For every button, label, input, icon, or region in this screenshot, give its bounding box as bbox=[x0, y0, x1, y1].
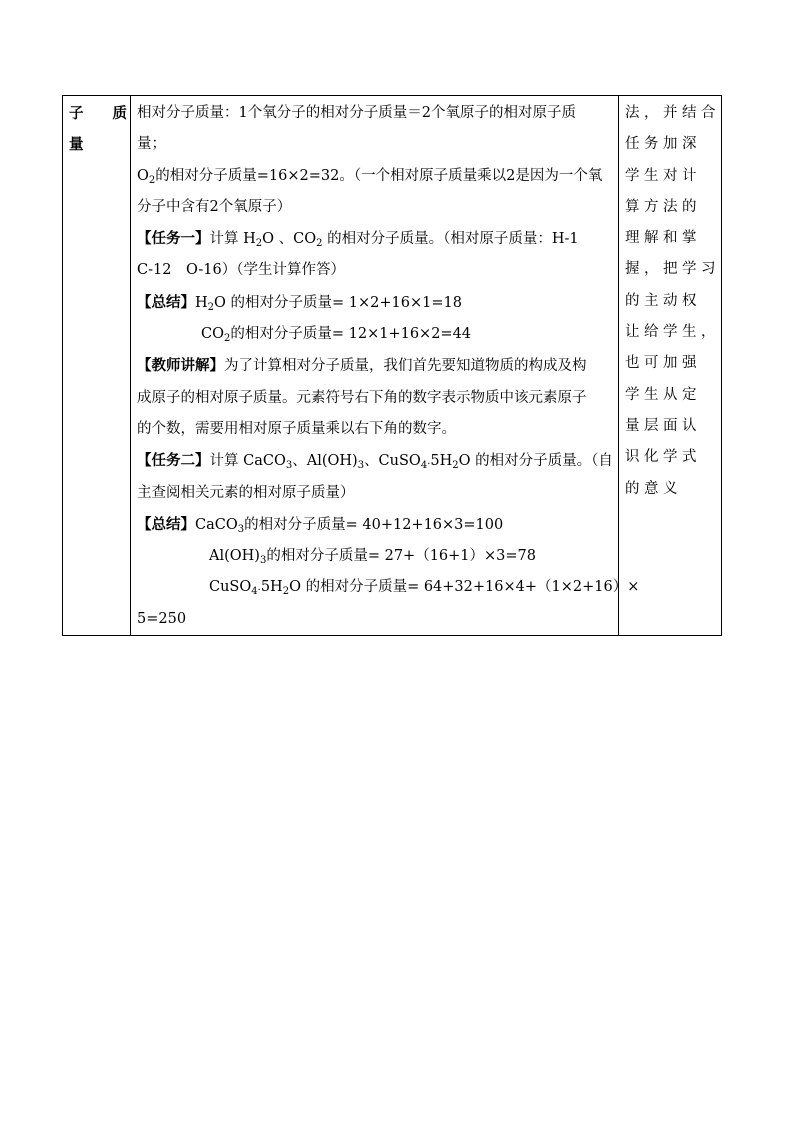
topic-label-line-2: 量 bbox=[69, 136, 84, 154]
text-run: 的相对分子质量。（相对原子质量：H-1 bbox=[322, 231, 579, 248]
content-line bbox=[137, 445, 614, 477]
design-intent-line: 学生对计 bbox=[625, 167, 701, 184]
subscript: 2 bbox=[207, 301, 215, 313]
section-heading: 【任务一】 bbox=[137, 230, 210, 248]
text-run: O 的相对分子质量= 1×2+16×1=18 bbox=[214, 294, 462, 311]
design-intent-line: 也可加强 bbox=[625, 355, 701, 372]
table-row bbox=[63, 96, 722, 636]
topic-cell bbox=[63, 96, 140, 636]
text-run: CaCO bbox=[195, 516, 238, 533]
design-intent-line: 识化学式 bbox=[625, 449, 701, 466]
text-run: CO bbox=[201, 326, 224, 343]
topic-label-line-1: 子 质 bbox=[69, 105, 140, 122]
content-line bbox=[137, 383, 614, 414]
subscript: 3 bbox=[285, 460, 293, 472]
content-line bbox=[137, 572, 640, 603]
subscript: 2 bbox=[452, 460, 459, 472]
design-intent-cell bbox=[619, 96, 722, 636]
text-run: 计算 CaCO bbox=[209, 453, 286, 470]
hydrate-dot: · bbox=[427, 459, 431, 471]
text-run: 量； bbox=[137, 136, 166, 153]
content-line bbox=[137, 287, 614, 319]
content-line bbox=[137, 98, 614, 129]
subscript: 3 bbox=[259, 555, 267, 567]
subscript: 2 bbox=[148, 174, 156, 186]
text-run: 的相对分子质量= 27+（16+1）×3=78 bbox=[266, 548, 537, 565]
text-run: CuSO bbox=[209, 579, 252, 596]
design-intent-line: 的主动权 bbox=[625, 292, 701, 309]
text-run: 为了计算相对分子质量，我们首先要知道物质的构成及构 bbox=[224, 358, 587, 375]
text-run: 相对分子质量：1个氧分子的相对分子质量＝2个氧原子的相对原子质 bbox=[137, 105, 576, 121]
subscript: 3 bbox=[357, 460, 365, 472]
design-intent-line: 算方法的 bbox=[625, 198, 701, 215]
content-line bbox=[137, 319, 614, 350]
text-run: O 的相对分子质量= 64+32+16×4+（1×2+16）× bbox=[289, 579, 640, 596]
text-run: O 、CO bbox=[262, 231, 317, 248]
section-heading: 【总结】 bbox=[137, 515, 195, 533]
subscript: 2 bbox=[282, 586, 290, 598]
text-run: 的相对分子质量=16×2=32。（一个相对原子质量乘以2是因为一个氧 bbox=[155, 167, 603, 184]
design-intent-line: 学生从定 bbox=[625, 386, 701, 403]
design-intent-line: 的意义 bbox=[625, 480, 682, 497]
text-run: 5H bbox=[430, 453, 453, 470]
section-heading: 【教师讲解】 bbox=[137, 357, 224, 375]
subscript: 2 bbox=[223, 333, 231, 345]
design-intent-line: 理解和掌 bbox=[625, 230, 701, 247]
design-intent-line: 法，并结合 bbox=[625, 105, 720, 121]
subscript: 3 bbox=[237, 523, 245, 535]
text-run: 5=250 bbox=[137, 610, 187, 627]
content-line bbox=[137, 192, 614, 223]
text-run: Al(OH) bbox=[209, 548, 260, 565]
subscript: 4 bbox=[420, 460, 428, 472]
design-intent-line: 量层面认 bbox=[625, 417, 701, 434]
content-line bbox=[137, 478, 614, 509]
content-line bbox=[137, 350, 614, 382]
design-intent-line: 让给学生， bbox=[625, 324, 720, 341]
text-run: 计算 H bbox=[209, 231, 256, 248]
design-intent-line: 任务加深 bbox=[625, 136, 701, 153]
section-heading: 【总结】 bbox=[137, 293, 195, 311]
text-run: 的个数，需要用相对原子质量乘以右下角的数字。 bbox=[137, 420, 456, 437]
text-run: 、Al(OH) bbox=[292, 453, 358, 470]
text-run: 的相对分子质量= 12×1+16×2=44 bbox=[230, 326, 472, 343]
text-run: C-12 O-16）（学生计算作答） bbox=[137, 262, 345, 279]
content-line bbox=[137, 255, 614, 286]
lesson-plan-table bbox=[62, 95, 722, 636]
text-run: 分子中含有2个氧原子） bbox=[137, 198, 292, 215]
text-run: 、CuSO bbox=[364, 453, 421, 470]
text-run: 成原子的相对原子质量。元素符号右下角的数字表示物质中该元素原子 bbox=[137, 389, 587, 406]
text-run: O bbox=[137, 167, 149, 184]
content-line bbox=[137, 223, 614, 255]
text-run: 5H bbox=[260, 579, 283, 596]
design-intent-line: 握，把学习 bbox=[625, 261, 720, 278]
text-run: 的相对分子质量= 40+12+16×3=100 bbox=[244, 516, 504, 533]
content-cell bbox=[131, 96, 640, 636]
hydrate-dot: · bbox=[257, 585, 261, 597]
text-run: O 的相对分子质量。（自 bbox=[458, 453, 613, 470]
content-line bbox=[137, 414, 614, 445]
content-line bbox=[137, 129, 614, 160]
section-heading: 【任务二】 bbox=[137, 452, 210, 470]
subscript: 2 bbox=[255, 238, 263, 250]
content-line bbox=[137, 509, 614, 541]
subscript: 2 bbox=[316, 238, 323, 250]
text-run: H bbox=[195, 294, 208, 311]
content-line bbox=[137, 541, 614, 572]
text-run: 主查阅相关元素的相对原子质量） bbox=[137, 484, 355, 501]
content-line bbox=[137, 604, 614, 635]
content-line bbox=[137, 161, 614, 192]
subscript: 4 bbox=[251, 586, 258, 598]
